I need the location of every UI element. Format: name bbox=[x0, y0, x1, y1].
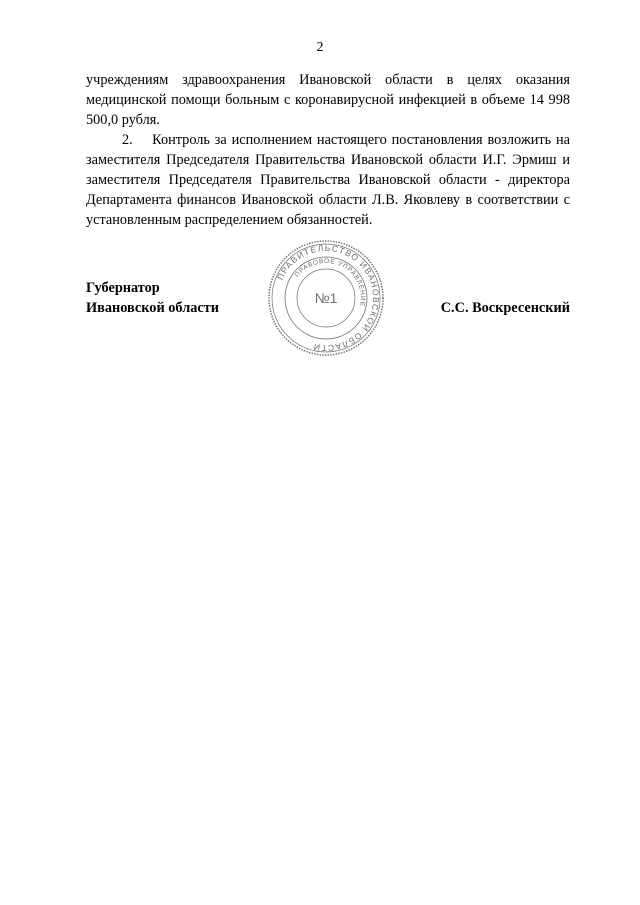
document-body bbox=[86, 70, 570, 230]
signatory-title-line-1: Губернатор bbox=[86, 280, 160, 296]
official-seal bbox=[266, 238, 386, 358]
signatory-title-line-2: Ивановской области bbox=[86, 300, 219, 316]
signatory-title bbox=[86, 278, 219, 318]
paragraph-1: учреждениям здравоохранения Ивановской области в целях оказания медицинской помощи больным с коронавирусной инфекцией в объеме 14 998 500,0 рубля. bbox=[86, 72, 570, 128]
seal-ring-textpath: ПРАВИТЕЛЬСТВО ИВАНОВСКОЙ ОБЛАСТИ bbox=[274, 242, 382, 354]
page-number: 2 bbox=[316, 40, 324, 55]
seal-inner-textpath: ПРАВОВОЕ УПРАВЛЕНИЕ bbox=[293, 257, 367, 308]
seal-center-number: №1 bbox=[314, 290, 338, 306]
signatory-name: С.С. Воскресенский bbox=[440, 300, 570, 316]
paragraph-2: 2. Контроль за исполнением настоящего постановления возложить на заместителя Председателя Правительства Ивановской области И.Г. Эрмиш и заместителя Председателя Правительства Ивановской области - директора Департамента финансов Ивановской области Л.В. Яковлеву в соответствии с установленным распределением обязанностей. bbox=[86, 132, 570, 228]
